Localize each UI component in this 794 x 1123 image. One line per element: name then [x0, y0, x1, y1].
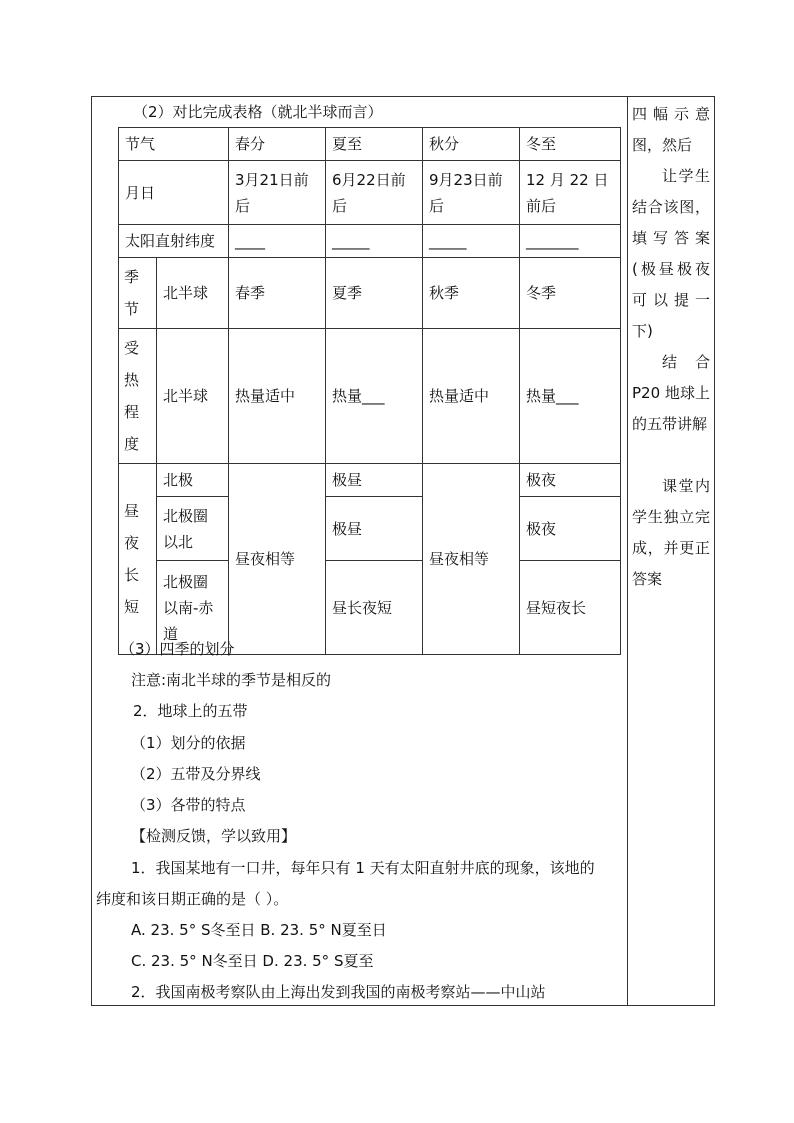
header-autumn: 秋分 — [423, 128, 520, 161]
header-spring: 春分 — [229, 128, 326, 161]
table-row-heat — [119, 329, 621, 464]
daynight-summer-equator: 昼长夜短 — [326, 561, 423, 655]
table-row-north-pole — [119, 464, 621, 497]
header-summer: 夏至 — [326, 128, 423, 161]
season-spring: 春季 — [229, 258, 326, 329]
text-line: （1）划分的依据 — [131, 734, 246, 752]
season-sub: 北半球 — [157, 258, 229, 329]
table-row-latitude — [119, 225, 621, 258]
header-winter: 冬至 — [520, 128, 621, 161]
heat-autumn: 热量适中 — [423, 329, 520, 464]
side-note: 课堂内学生独立完成，并更正答案 — [632, 477, 710, 588]
date-autumn: 9月23日前后 — [423, 161, 520, 225]
season-label: 季节 — [119, 258, 157, 329]
daynight-sub-arctic: 北极圈以北 — [157, 497, 229, 561]
latitude-winter: _______ — [520, 225, 621, 258]
text-line: 【检测反馈，学以致用】 — [131, 827, 297, 845]
heading-compare: （2）对比完成表格（就北半球而言） — [133, 103, 383, 121]
text-line: 注意:南北半球的季节是相反的 — [131, 671, 332, 689]
text-line: 纬度和该日期正确的是（ ）。 — [96, 890, 289, 908]
text-line: 1．我国某地有一口井，每年只有 1 天有太阳直射井底的现象，该地的 — [131, 859, 595, 877]
season-summer: 夏季 — [326, 258, 423, 329]
text-line: C. 23. 5° N冬至日 D. 23. 5° S夏至 — [131, 952, 374, 970]
text-line: （2）五带及分界线 — [131, 765, 261, 783]
latitude-label: 太阳直射纬度 — [119, 225, 229, 258]
daynight-sub-pole: 北极 — [157, 464, 229, 497]
latitude-autumn: _____ — [423, 225, 520, 258]
season-winter: 冬季 — [520, 258, 621, 329]
daynight-summer-arctic: 极昼 — [326, 497, 423, 561]
daynight-autumn: 昼夜相等 — [423, 464, 520, 655]
daynight-winter-arctic: 极夜 — [520, 497, 621, 561]
heat-label: 受热程度 — [119, 329, 157, 464]
header-label: 节气 — [119, 128, 229, 161]
text-line: A. 23. 5° S冬至日 B. 23. 5° N夏至日 — [131, 921, 387, 939]
date-winter: 12 月 22 日前后 — [520, 161, 621, 225]
heat-winter: 热量___ — [520, 329, 621, 464]
heat-summer: 热量___ — [326, 329, 423, 464]
heat-spring: 热量适中 — [229, 329, 326, 464]
column-divider — [627, 96, 628, 1006]
daynight-sub-equator: 北极圈以南-赤道 — [157, 561, 229, 655]
side-note: 让学生结合该图，填写答案(极昼极夜可以提一下) — [632, 167, 710, 340]
daynight-spring: 昼夜相等 — [229, 464, 326, 655]
table-row-header — [119, 128, 621, 161]
date-spring: 3月21日前后 — [229, 161, 326, 225]
table-row-dates — [119, 161, 621, 225]
daynight-winter-pole: 极夜 — [520, 464, 621, 497]
daynight-summer-pole: 极昼 — [326, 464, 423, 497]
side-notes — [632, 99, 710, 595]
text-line: 2．我国南极考察队由上海出发到我国的南极考察站——中山站 — [131, 983, 546, 1001]
dates-label: 月日 — [119, 161, 229, 225]
daynight-winter-equator: 昼短夜长 — [520, 561, 621, 655]
text-line: （3）四季的划分 — [120, 640, 235, 658]
heat-sub: 北半球 — [157, 329, 229, 464]
table-row-season — [119, 258, 621, 329]
date-summer: 6月22日前后 — [326, 161, 423, 225]
daynight-label: 昼夜长短 — [119, 464, 157, 655]
season-autumn: 秋季 — [423, 258, 520, 329]
text-line: 2．地球上的五带 — [133, 702, 248, 720]
table-row-arctic-circle-north — [119, 497, 621, 561]
solar-terms-table — [118, 127, 621, 655]
latitude-spring: ____ — [229, 225, 326, 258]
text-line: （3）各带的特点 — [131, 796, 246, 814]
side-note: 结合P20 地球上的五带讲解 — [632, 353, 710, 433]
latitude-summer: _____ — [326, 225, 423, 258]
side-note: 四幅示意图，然后 — [632, 105, 710, 154]
